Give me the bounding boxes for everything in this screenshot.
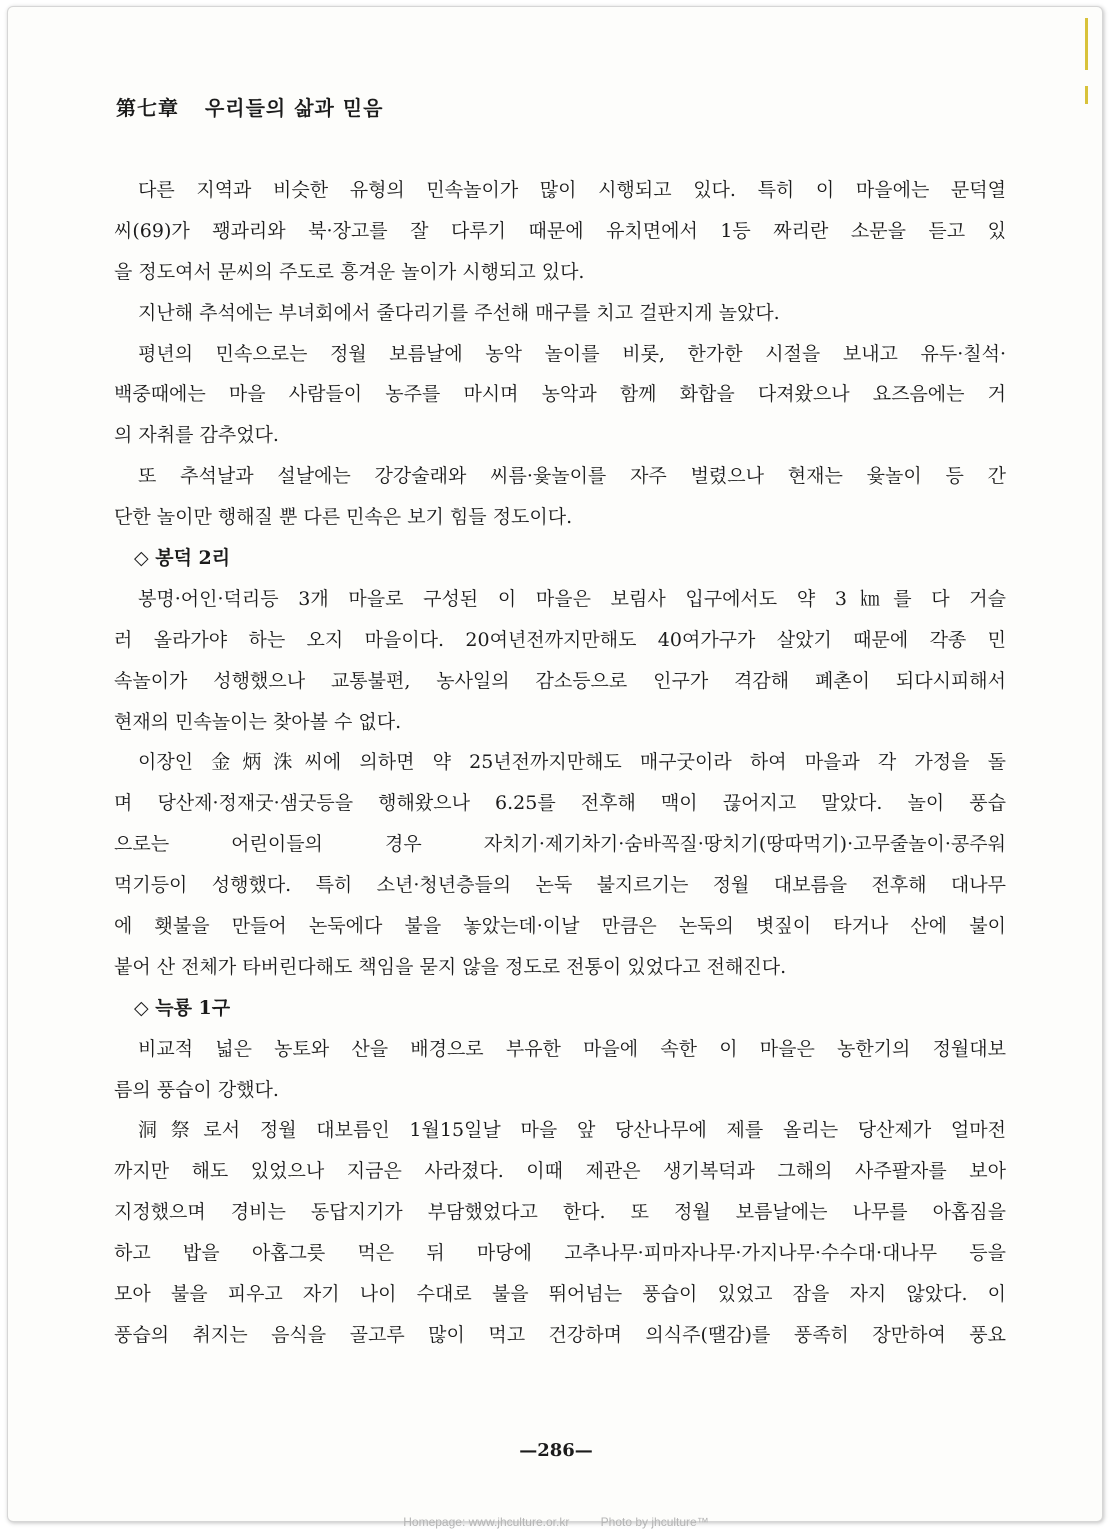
text-line: 지정했으며 경비는 동답지기가 부담했었다고 한다. 또 정월 보름날에는 나무를 아홉짐을 <box>114 1201 1006 1224</box>
text-line: 먹기등이 성행했다. 특히 소년·청년층들의 논둑 불지르기는 정월 대보름을 전후해 대나무 <box>114 874 1006 897</box>
body-text <box>114 170 1006 1356</box>
text-line: 다른 지역과 비슷한 유형의 민속놀이가 많이 시행되고 있다. 특히 이 마을에는 문덕열 <box>138 179 1006 201</box>
text-line: 속놀이가 성행했으나 교통불편, 농사일의 감소등으로 인구가 격감해 폐촌이 되다시피해서 <box>114 669 1006 692</box>
text-line: 으로는 어린이들의 경우 자치기·제기차기·숨바꼭질·땅치기(땅따먹기)·고무줄놀이·콩주워 <box>114 833 1006 856</box>
text-line: 평년의 민속으로는 정월 보름날에 농악 놀이를 비롯, 한가한 시절을 보내고 유두·칠석· <box>138 342 1006 365</box>
text-line: 을 정도여서 문씨의 주도로 흥겨운 놀이가 시행되고 있다. <box>114 260 585 283</box>
text-line: 의 자취를 감추었다. <box>114 424 279 447</box>
binding-mark <box>1085 18 1088 70</box>
text-line: 봉명·어인·덕리등 3개 마을로 구성된 이 마을은 보림사 입구에서도 약 3㎞를 다 거슬 <box>138 587 1006 610</box>
text-line: 洞祭로서 정월 대보름인 1월15일날 마을 앞 당산나무에 제를 올리는 당산제가 얼마전 <box>138 1119 1006 1142</box>
text-line: 러 올라가야 하는 오지 마을이다. 20여년전까지만해도 40여가구가 살았기 때문에 각종 민 <box>114 628 1006 651</box>
text-line: 에 횃불을 만들어 논둑에다 불을 놓았는데·이날 만큼은 논둑의 볏짚이 타거나 산에 불이 <box>114 915 1006 938</box>
text-line: 붙어 산 전체가 타버린다해도 책임을 묻지 않을 정도로 전통이 있었다고 전해진다. <box>114 955 787 978</box>
text-line: 며 당산제·정재굿·샘굿등을 행해왔으나 6.25를 전후해 맥이 끊어지고 말았다. 놀이 풍습 <box>114 792 1006 815</box>
binding-mark <box>1085 86 1088 104</box>
text-line: 지난해 추석에는 부녀회에서 줄다리기를 주선해 매구를 치고 걸판지게 놀았다. <box>138 301 780 324</box>
section-heading: ◇ 늑룡 1구 <box>134 996 231 1019</box>
text-line: 풍습의 취지는 음식을 골고루 많이 먹고 건강하며 의식주(땔감)를 풍족히 장만하여 풍요 <box>114 1323 1006 1346</box>
text-line: 모아 불을 피우고 자기 나이 수대로 불을 뛰어넘는 풍습이 있었고 잠을 자지 않았다. 이 <box>114 1283 1006 1306</box>
homepage-link[interactable]: Homepage: www.jhculture.or.kr <box>403 1515 570 1529</box>
text-line: 백중때에는 마을 사람들이 농주를 마시며 농악과 함께 화합을 다져왔으나 요즈음에는 거 <box>114 383 1006 406</box>
page-number: —286— <box>519 1440 593 1461</box>
text-line: 이장인 金炳洙씨에 의하면 약 25년전까지만해도 매구굿이라 하여 마을과 각 가정을 돌 <box>138 751 1006 774</box>
photo-credit: Photo by jhculture™ <box>600 1515 709 1529</box>
footer <box>0 1515 1112 1529</box>
text-line: 씨(69)가 꽹과리와 북·장고를 잘 다루기 때문에 유치면에서 1등 짜리란 소문을 듣고 있 <box>114 219 1006 242</box>
text-line: 하고 밥을 아홉그릇 먹은 뒤 마당에 고추나무·피마자나무·가지나무·수수대·대나무 등을 <box>114 1242 1006 1265</box>
text-line: 또 추석날과 설날에는 강강술래와 씨름·윷놀이를 자주 벌렸으나 현재는 윷놀이 등 간 <box>138 465 1006 488</box>
chapter-title: 우리들의 삶과 믿음 <box>204 96 384 120</box>
text-line: 까지만 해도 있었으나 지금은 사라졌다. 이때 제관은 생기복덕과 그해의 사주팔자를 보아 <box>114 1160 1006 1183</box>
chapter-number: 第七章 <box>116 96 179 120</box>
section-heading: ◇ 봉덕 2리 <box>134 547 231 570</box>
text-line: 현재의 민속놀이는 찾아볼 수 없다. <box>114 710 402 733</box>
chapter-header <box>116 92 383 121</box>
text-line: 단한 놀이만 행해질 뿐 다른 민속은 보기 힘들 정도이다. <box>114 506 573 529</box>
text-line: 비교적 넓은 농토와 산을 배경으로 부유한 마을에 속한 이 마을은 농한기의 정월대보 <box>138 1037 1006 1060</box>
text-line: 름의 풍습이 강했다. <box>114 1078 279 1101</box>
